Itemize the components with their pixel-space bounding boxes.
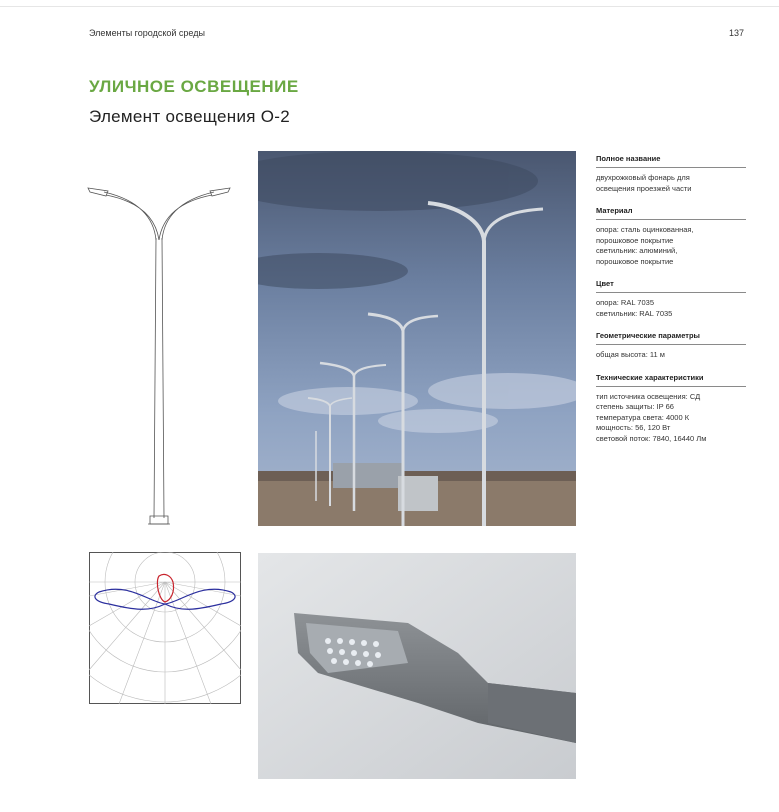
spec-value-line: световой поток: 7840, 16440 Лм (596, 433, 707, 443)
spec-value-line: освещения проезжей части (596, 183, 692, 193)
spec-value-line: степень защиты: IP 66 (596, 402, 674, 411)
spec-value-line: температура света: 4000 К (596, 412, 690, 422)
top-rule (0, 6, 779, 7)
page-number: 137 (729, 28, 745, 38)
spec-geometry (596, 331, 746, 361)
spec-value-line: двухрожковый фонарь для (596, 173, 690, 182)
light-distribution-diagram (89, 552, 241, 704)
spec-label: Материал (596, 206, 746, 220)
spec-color (596, 279, 746, 319)
spec-value-line: опора: сталь оцинкованная, (596, 225, 694, 234)
spec-label: Цвет (596, 279, 746, 293)
spec-value-line: общая высота: 11 м (596, 350, 665, 359)
spec-value-line: светильник: алюминий, (596, 246, 678, 255)
spec-value-line: опора: RAL 7035 (596, 298, 654, 307)
led-luminaire-photo (258, 553, 576, 779)
section-title: УЛИЧНОЕ ОСВЕЩЕНИЕ (89, 77, 299, 96)
spec-label: Геометрические параметры (596, 331, 746, 345)
spec-label: Полное название (596, 154, 746, 168)
specifications-panel (596, 154, 746, 456)
lamp-post-drawing (84, 178, 234, 528)
spec-label: Технические характеристики (596, 373, 746, 387)
spec-value-line: тип источника освещения: СД (596, 391, 701, 401)
spec-value-line: мощность: 56, 120 Вт (596, 423, 671, 432)
running-header: Элементы городской среды (89, 28, 205, 38)
spec-value-line: порошковое покрытие (596, 235, 674, 245)
street-lamps-photo (258, 151, 576, 526)
element-title: Элемент освещения О-2 (89, 107, 291, 126)
spec-value-line: светильник: RAL 7035 (596, 308, 673, 318)
spec-technical (596, 373, 746, 445)
spec-material (596, 206, 746, 267)
spec-value-line: порошковое покрытие (596, 256, 674, 266)
spec-full-name (596, 154, 746, 194)
